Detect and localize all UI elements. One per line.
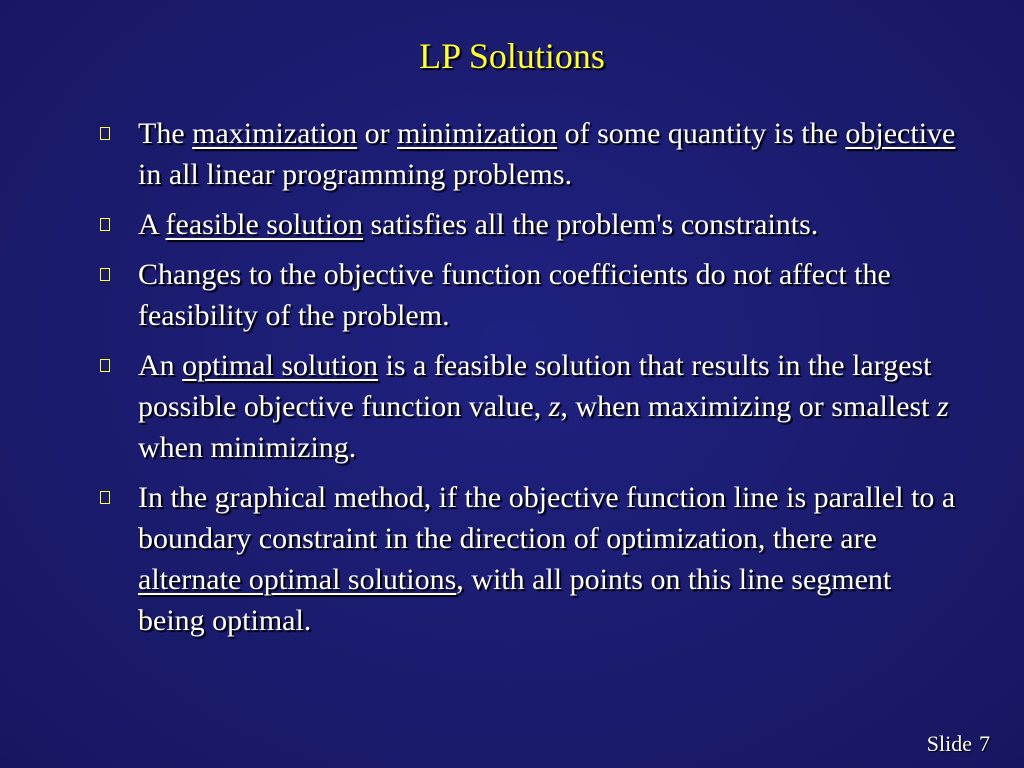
underlined-term: feasible solution xyxy=(165,208,363,241)
bullet-text: of some quantity is the xyxy=(557,117,846,150)
bullet-text: An xyxy=(138,349,183,382)
slide-number: 7 xyxy=(979,731,990,756)
bullet-text: when minimizing. xyxy=(138,431,357,464)
bullet-item xyxy=(96,204,956,245)
bullet-text: A xyxy=(138,208,166,241)
underlined-term: optimal solution xyxy=(182,349,379,382)
bullet-marker-icon xyxy=(100,268,110,281)
bullet-item xyxy=(96,345,956,468)
bullet-text: In the graphical method, if the objective function line is parallel to a boundary constraint in the direction of optimization, there are xyxy=(138,481,956,555)
bullet-marker-icon xyxy=(100,218,110,231)
underlined-term: objective xyxy=(845,117,956,150)
bullet-item xyxy=(96,113,956,195)
bullet-text: or xyxy=(357,117,398,150)
slide-footer xyxy=(927,730,990,758)
bullet-marker-icon xyxy=(100,491,110,504)
bullet-text: is a feasible solution that results in the largest possible objective function value, xyxy=(138,349,932,423)
bullet-text: , when maximizing or smallest xyxy=(560,390,938,423)
bullet-text: in all linear programming problems. xyxy=(138,158,573,191)
italic-variable: z xyxy=(937,390,949,423)
bullet-text: , with all points on this line segment being optimal. xyxy=(138,563,892,637)
underlined-term: maximization xyxy=(192,117,358,150)
bullet-item xyxy=(96,254,956,336)
bullet-text: Changes to the objective function coefficients do not affect the feasibility of the problem. xyxy=(138,258,891,332)
bullet-marker-icon xyxy=(100,359,110,372)
underlined-term: alternate optimal solutions xyxy=(138,563,457,596)
bullet-list xyxy=(96,113,956,650)
slide-label: Slide xyxy=(926,731,972,756)
bullet-text: The xyxy=(138,117,193,150)
bullet-marker-icon xyxy=(100,127,110,140)
italic-variable: z xyxy=(548,390,561,423)
bullet-item xyxy=(96,477,956,641)
slide-title: LP Solutions xyxy=(419,36,605,76)
bullet-text: satisfies all the problem's constraints. xyxy=(362,208,819,241)
underlined-term: minimization xyxy=(397,117,558,150)
